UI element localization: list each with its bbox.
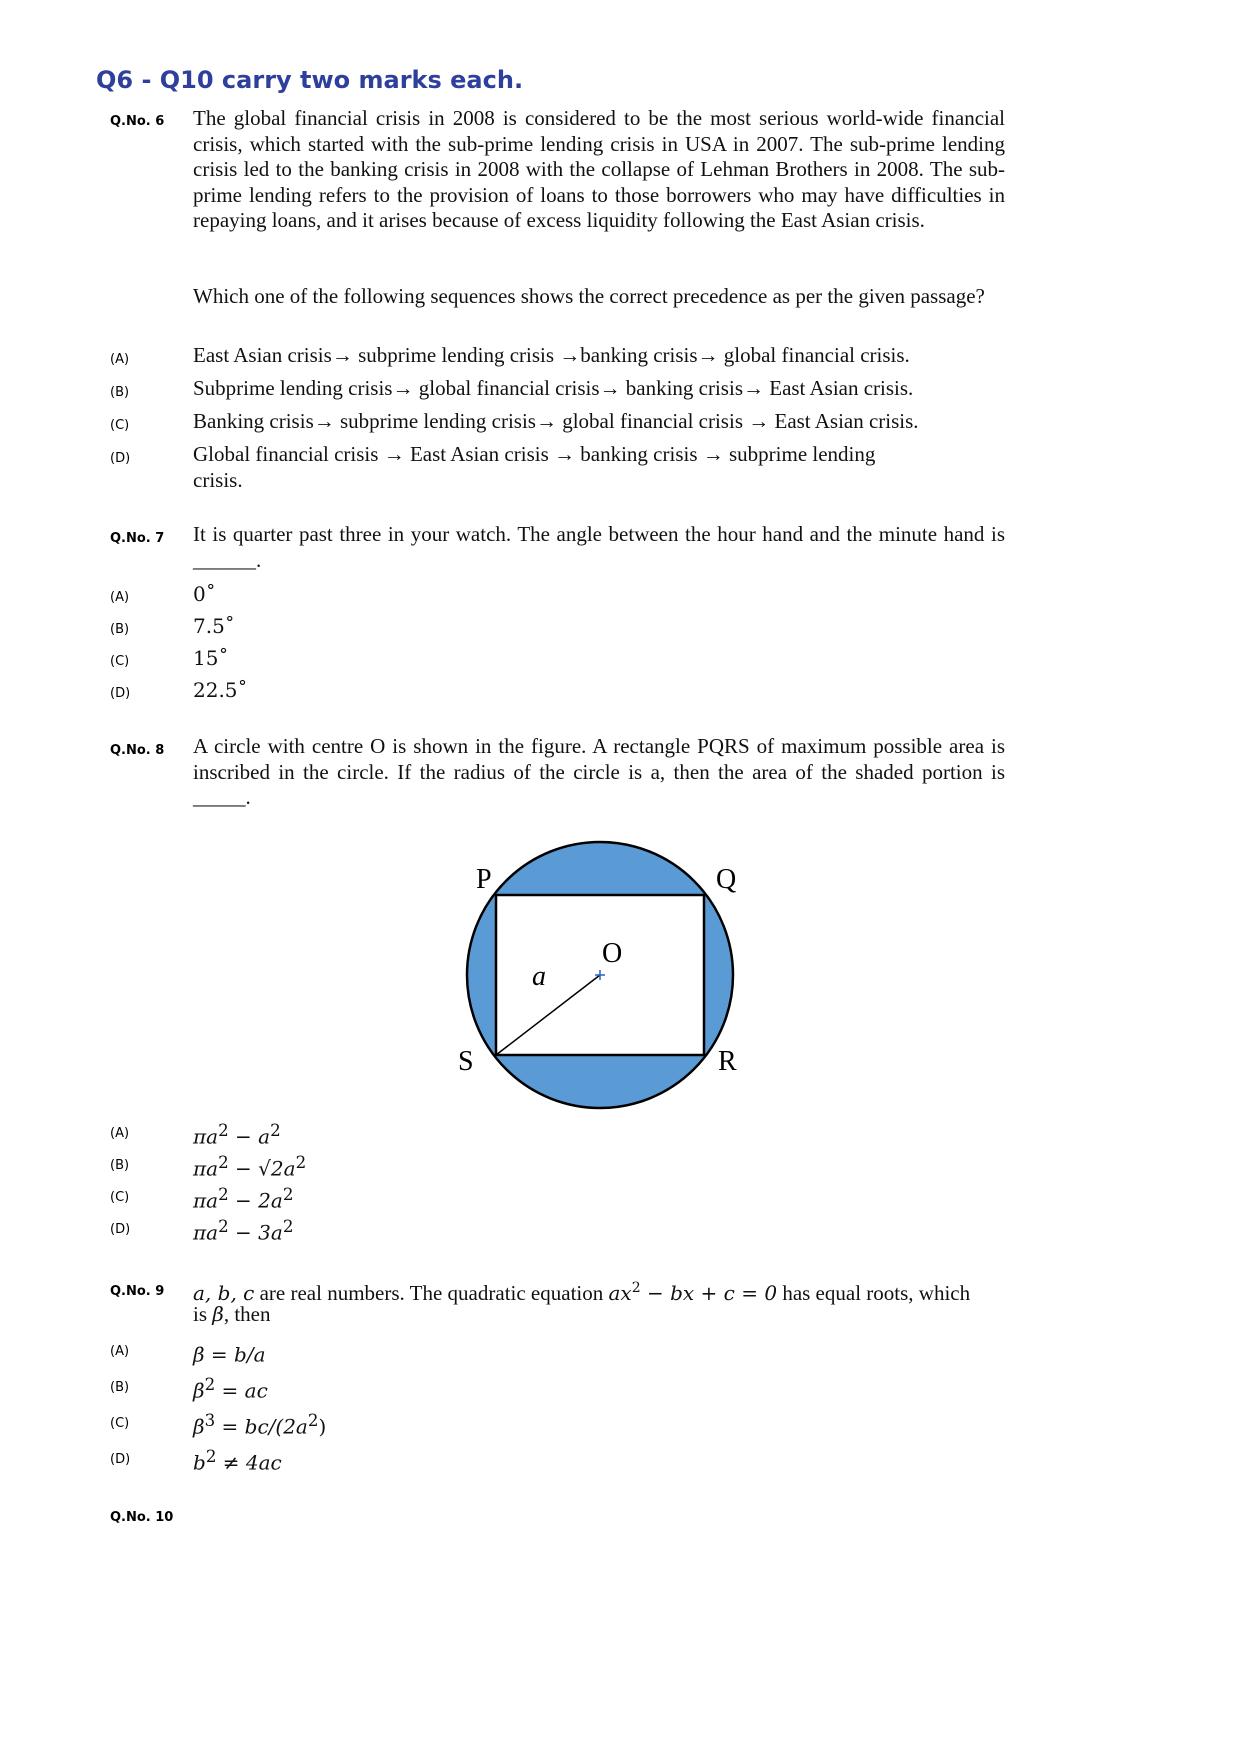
q8-option-b-text[interactable]: $\pi a^2 - √2a^2$: [193, 1153, 307, 1181]
q6-option-d-text-line1[interactable]: Global financial crisis → East Asian crisis → banking crisis → subprime lending: [193, 442, 876, 466]
label-p: P: [476, 864, 492, 895]
q6-passage: The global financial crisis in 2008 is considered to be the most serious world-wide financial crisis, which started with the sub-prime lending crisis in USA in 2007. The sub-prime lending crisis led to the banking crisis in 2008 with the collapse of Lehman Brothers in 2008. The sub-prime lending refers to the provision of loans to those borrowers who may have difficulties in repaying loans, and it arises because of excess liquidity following the East Asian crisis.: [193, 106, 1005, 232]
label-r: R: [718, 1046, 737, 1077]
label-radius-a: a: [532, 961, 546, 992]
label-s: S: [458, 1046, 474, 1077]
q6-option-b-text[interactable]: Subprime lending crisis→ global financial crisis→ banking crisis→ East Asian crisis.: [193, 376, 914, 400]
q8-option-c-text[interactable]: $\pi a^2 - 2a^2$: [193, 1185, 294, 1213]
q7-question: It is quarter past three in your watch. The angle between the hour hand and the minute hand is ______.: [193, 522, 1005, 572]
q8-option-b-label[interactable]: (B): [110, 1158, 130, 1173]
q7-option-d-text[interactable]: 22.5˚: [193, 678, 248, 702]
q9-option-d-text[interactable]: $b^2 \ne 4ac$: [193, 1447, 282, 1475]
q8-option-d-text[interactable]: $\pi a^2 - 3a^2$: [193, 1217, 294, 1245]
q8-number: Q.No. 8: [110, 743, 165, 758]
q9-number: Q.No. 9: [110, 1284, 165, 1299]
circle-rectangle-figure: [440, 820, 780, 1120]
q9-option-c-label[interactable]: (C): [110, 1416, 130, 1431]
q6-option-a-text[interactable]: East Asian crisis→ subprime lending crisis →banking crisis→ global financial crisis.: [193, 343, 910, 367]
q6-option-b-label[interactable]: (B): [110, 385, 130, 400]
q7-option-b-label[interactable]: (B): [110, 622, 130, 637]
q7-number: Q.No. 7: [110, 531, 165, 546]
q8-option-d-label[interactable]: (D): [110, 1222, 131, 1237]
q7-option-c-text[interactable]: 15˚: [193, 646, 229, 670]
q9-option-a-label[interactable]: (A): [110, 1344, 130, 1359]
q9-option-b-text[interactable]: $\beta^2$ = ac: [193, 1375, 268, 1403]
q7-option-d-label[interactable]: (D): [110, 686, 131, 701]
q6-question: Which one of the following sequences shows the correct precedence as per the given passage?: [193, 284, 985, 308]
q9-question-line1: a, b, c are real numbers. The quadratic equation $ax^2$ − bx + c = 0 has equal roots, which: [193, 1280, 971, 1305]
q6-option-a-label[interactable]: (A): [110, 352, 130, 367]
section-heading: Q6 - Q10 carry two marks each.: [96, 66, 524, 94]
q7-option-c-label[interactable]: (C): [110, 654, 130, 669]
q7-option-a-label[interactable]: (A): [110, 590, 130, 605]
q9-question-line2: is β, then: [193, 1302, 271, 1326]
label-q: Q: [716, 864, 737, 895]
q8-question: A circle with centre O is shown in the figure. A rectangle PQRS of maximum possible area is inscribed in the circle. If the radius of the circle is a, then the area of the shaded portion is _____.: [193, 734, 1005, 809]
q8-option-c-label[interactable]: (C): [110, 1190, 130, 1205]
q8-option-a-text[interactable]: $\pi a^2 - a^2$: [193, 1121, 281, 1149]
q7-option-b-text[interactable]: 7.5˚: [193, 614, 235, 638]
q9-option-d-label[interactable]: (D): [110, 1452, 131, 1467]
label-o: O: [602, 938, 623, 969]
q9-option-b-label[interactable]: (B): [110, 1380, 130, 1395]
q10-number: Q.No. 10: [110, 1510, 174, 1525]
q8-option-a-label[interactable]: (A): [110, 1126, 130, 1141]
q6-option-c-label[interactable]: (C): [110, 418, 130, 433]
q6-option-d-text-line2[interactable]: crisis.: [193, 468, 243, 492]
q9-option-a-text[interactable]: β = b/a: [193, 1342, 266, 1367]
q6-option-c-text[interactable]: Banking crisis→ subprime lending crisis→ global financial crisis → East Asian crisis.: [193, 409, 919, 433]
q9-option-c-text[interactable]: $\beta^3 = bc/(2a^2)$: [193, 1411, 327, 1439]
q6-option-d-label[interactable]: (D): [110, 451, 131, 466]
q6-number: Q.No. 6: [110, 114, 165, 129]
q7-option-a-text[interactable]: 0˚: [193, 582, 216, 606]
